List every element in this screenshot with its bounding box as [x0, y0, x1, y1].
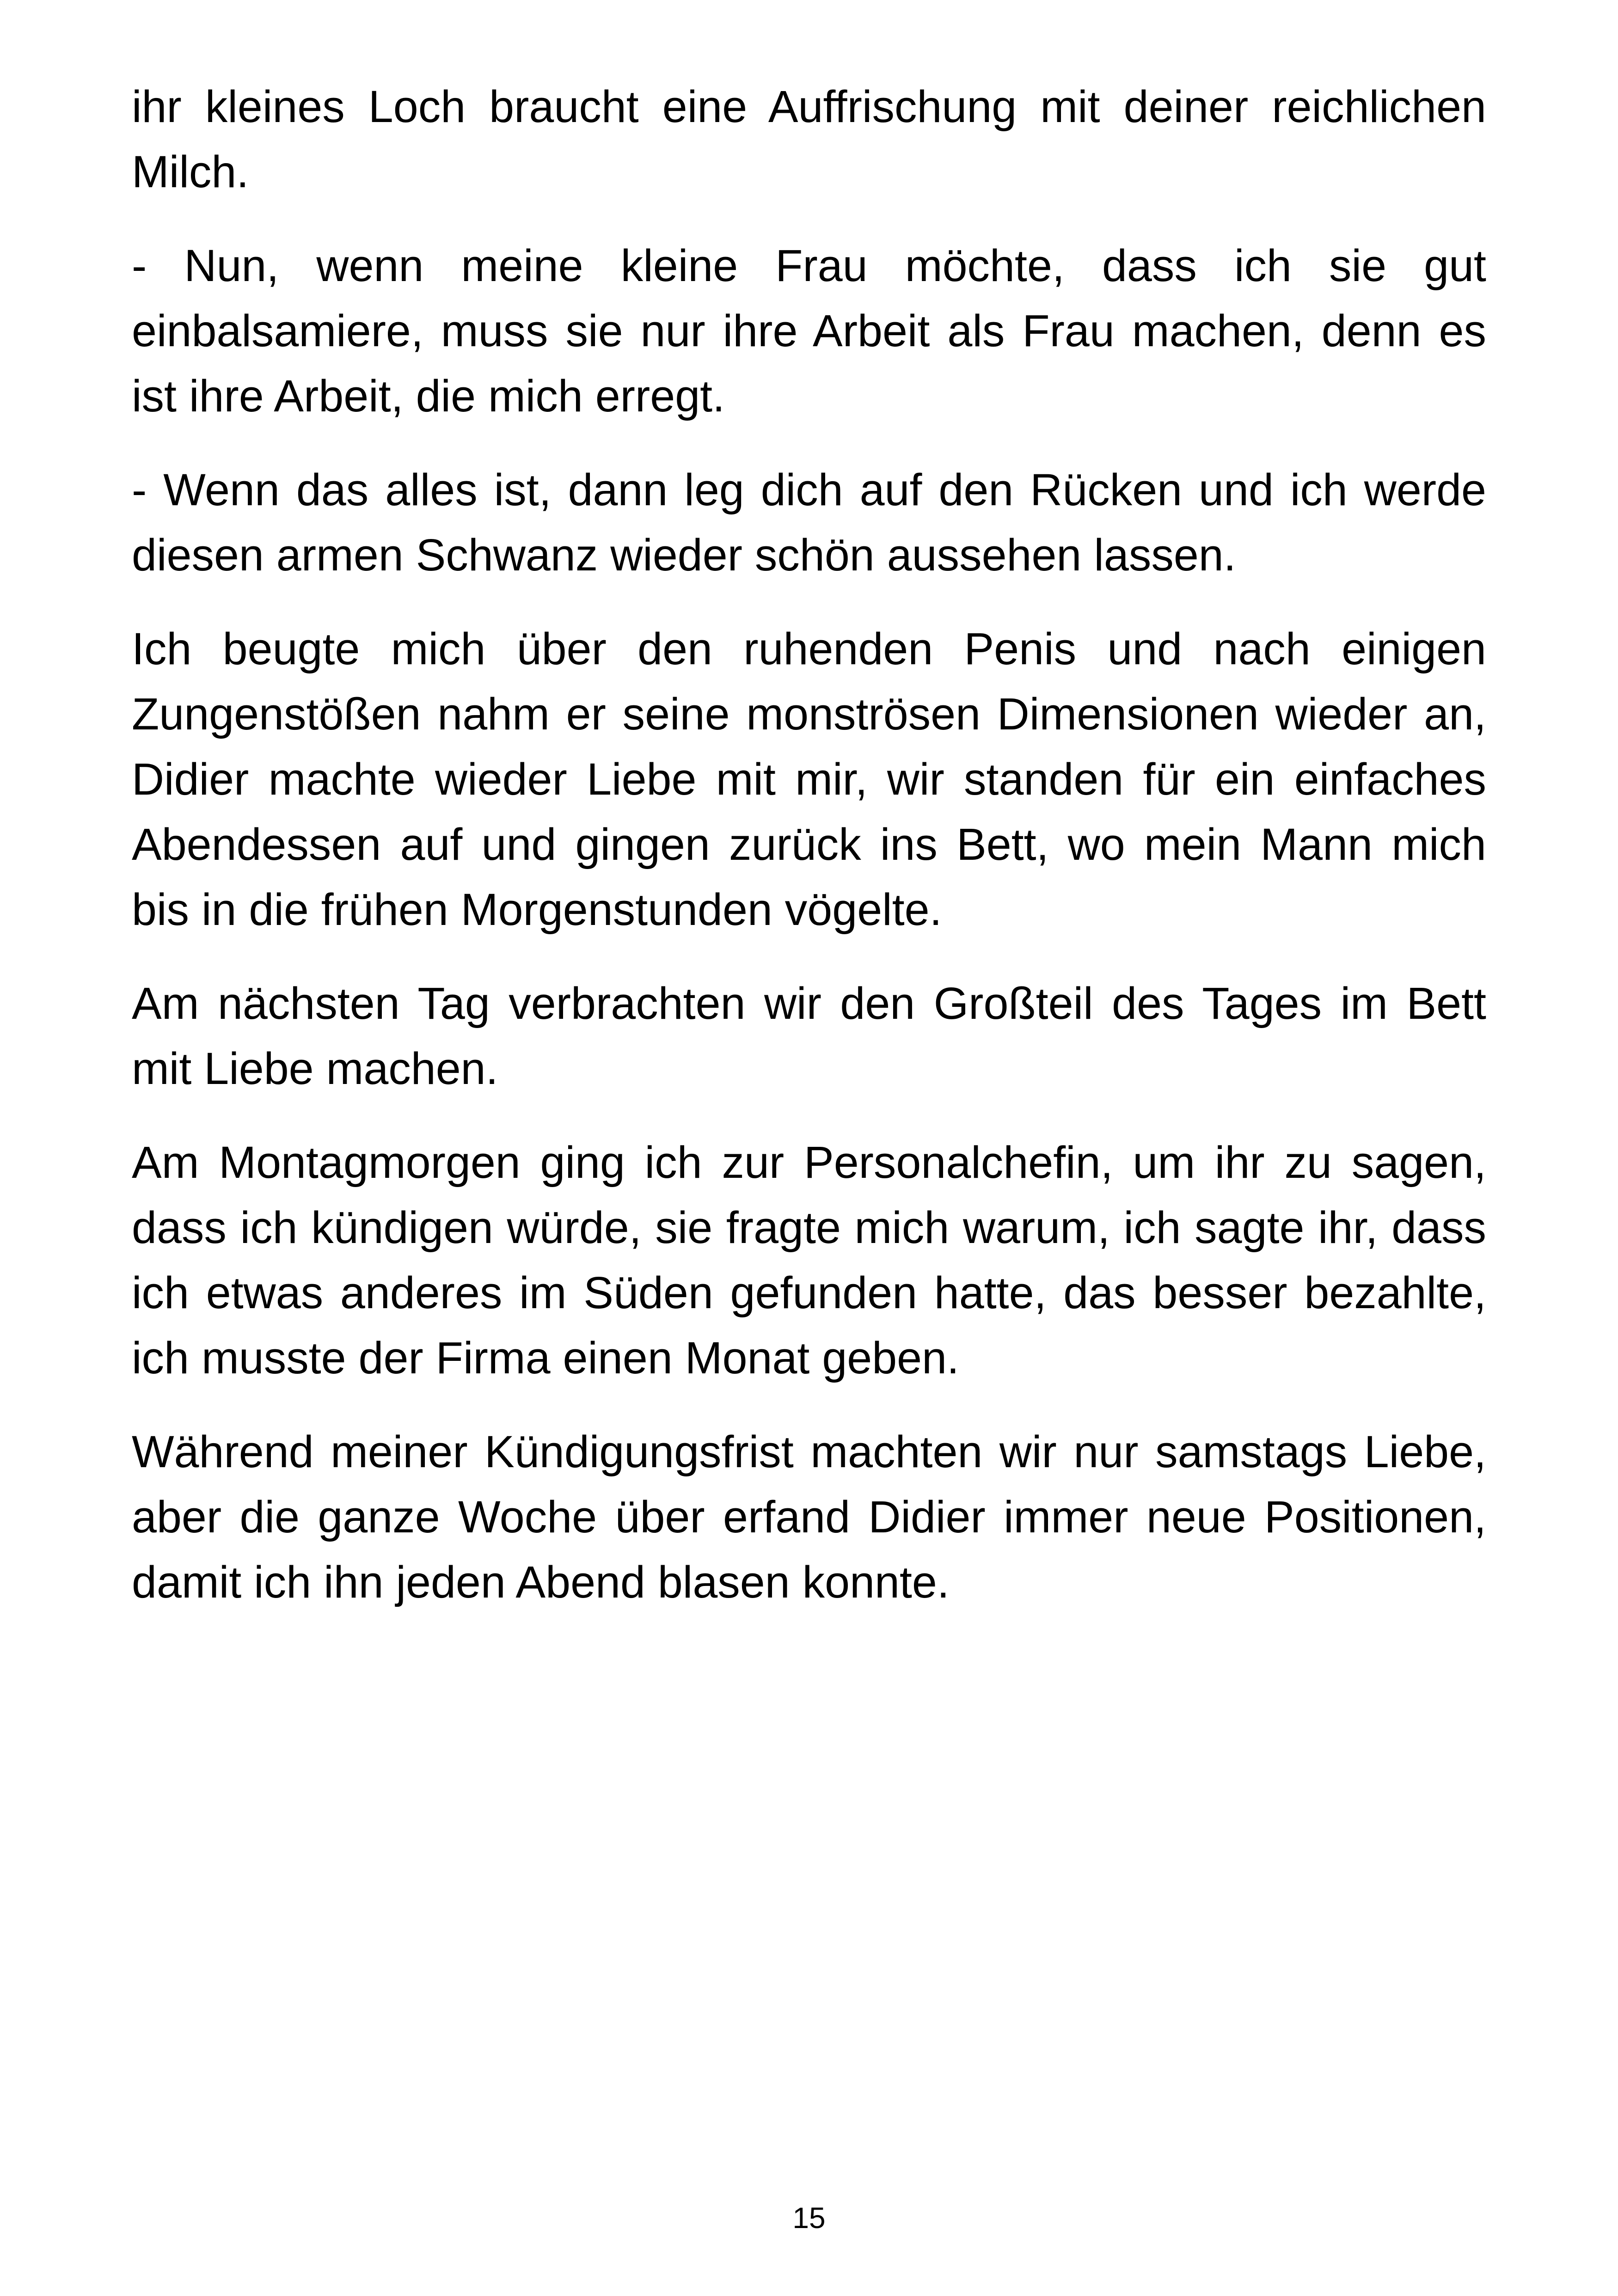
paragraph-5: Am nächsten Tag verbrachten wir den Großteil des Tages im Bett mit Liebe machen.: [132, 978, 1486, 1094]
paragraph-2: - Nun, wenn meine kleine Frau möchte, dass ich sie gut einbalsamiere, muss sie nur ihre Arbeit als Frau machen, denn es ist ihre Arbeit, die mich erregt.: [132, 240, 1486, 421]
paragraph-3: - Wenn das alles ist, dann leg dich auf den Rücken und ich werde diesen armen Schwanz wieder schön aussehen lassen.: [132, 465, 1486, 580]
page-number: 15: [792, 2201, 826, 2235]
paragraph-6: Am Montagmorgen ging ich zur Personalchefin, um ihr zu sagen, dass ich kündigen würde, sie fragte mich warum, ich sagte ihr, dass ich etwas anderes im Süden gefunden hatte, das besser bezahlte, ich musste der Firma einen Monat geben.: [132, 1137, 1486, 1383]
paragraph-7: Während meiner Kündigungsfrist machten wir nur samstags Liebe, aber die ganze Woche über erfand Didier immer neue Positionen, damit ich ihn jeden Abend blasen konnte.: [132, 1427, 1486, 1607]
paragraph-4: Ich beugte mich über den ruhenden Penis und nach einigen Zungenstößen nahm er seine monströsen Dimensionen wieder an, Didier machte wieder Liebe mit mir, wir standen für ein einfaches Abendessen auf und gingen zurück ins Bett, wo mein Mann mich bis in die frühen Morgenstunden vögelte.: [132, 624, 1486, 935]
page-content: [132, 74, 1486, 1643]
paragraph-1: ihr kleines Loch braucht eine Auffrischung mit deiner reichlichen Milch.: [132, 81, 1486, 197]
